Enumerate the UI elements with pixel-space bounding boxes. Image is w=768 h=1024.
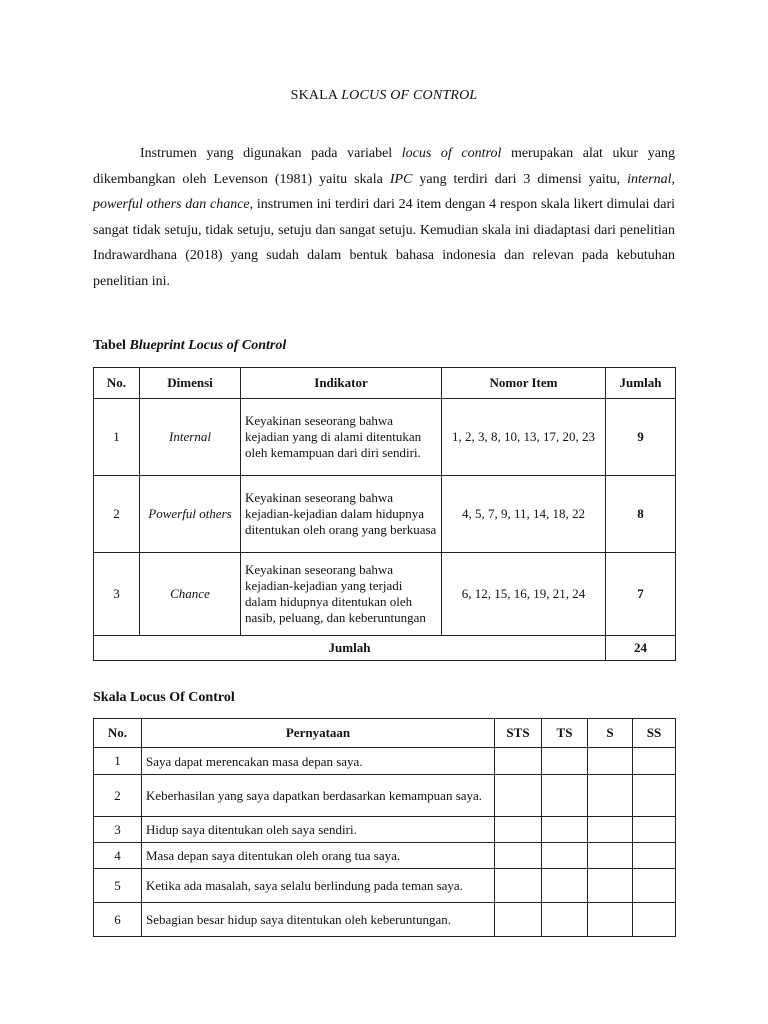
- total-label: Jumlah: [94, 636, 606, 661]
- cell-ss[interactable]: [633, 775, 676, 817]
- cell-ts[interactable]: [542, 843, 588, 869]
- blueprint-caption: Tabel Blueprint Locus of Control: [93, 338, 287, 353]
- table-header-row: [94, 719, 676, 748]
- table-row: [94, 817, 676, 843]
- col-ts-header: TS: [542, 719, 588, 748]
- cell-ts[interactable]: [542, 817, 588, 843]
- cell-sts[interactable]: [495, 903, 542, 937]
- cell-sts[interactable]: [495, 775, 542, 817]
- cell-pernyataan: Hidup saya ditentukan oleh saya sendiri.: [142, 817, 495, 843]
- col-ss-header: SS: [633, 719, 676, 748]
- cell-pernyataan: Sebagian besar hidup saya ditentukan oleh keberuntungan.: [142, 903, 495, 937]
- table-header-row: [94, 368, 676, 399]
- cell-ts[interactable]: [542, 748, 588, 775]
- cell-ts[interactable]: [542, 869, 588, 903]
- cell-dimensi: Internal: [140, 399, 241, 476]
- cell-s[interactable]: [588, 843, 633, 869]
- cell-ts[interactable]: [542, 903, 588, 937]
- cell-nomor: 6, 12, 15, 16, 19, 21, 24: [442, 553, 606, 636]
- col-no-header: No.: [94, 719, 142, 748]
- cell-no: 1: [94, 399, 140, 476]
- cell-jumlah: 7: [606, 553, 676, 636]
- col-no-header: No.: [94, 368, 140, 399]
- table-row: [94, 775, 676, 817]
- cell-no: 5: [94, 869, 142, 903]
- skala-caption: Skala Locus Of Control: [93, 690, 235, 705]
- page-title: SKALA LOCUS OF CONTROL: [290, 88, 478, 103]
- table-row: [94, 399, 676, 476]
- cell-indikator: Keyakinan seseorang bahwa kejadian-kejadian yang terjadi dalam hidupnya ditentukan oleh nasib, peluang, dan keberuntungan: [241, 553, 442, 636]
- cell-sts[interactable]: [495, 869, 542, 903]
- cell-s[interactable]: [588, 817, 633, 843]
- cell-pernyataan: Masa depan saya ditentukan oleh orang tua saya.: [142, 843, 495, 869]
- table-row: [94, 553, 676, 636]
- cell-s[interactable]: [588, 869, 633, 903]
- table-row: [94, 869, 676, 903]
- cell-ts[interactable]: [542, 775, 588, 817]
- skala-table: [93, 718, 676, 937]
- cell-pernyataan: Saya dapat merencakan masa depan saya.: [142, 748, 495, 775]
- cell-jumlah: 9: [606, 399, 676, 476]
- table-row: [94, 843, 676, 869]
- table-row: [94, 476, 676, 553]
- cell-no: 2: [94, 775, 142, 817]
- total-value: 24: [606, 636, 676, 661]
- total-row: [94, 636, 676, 661]
- cell-nomor: 1, 2, 3, 8, 10, 13, 17, 20, 23: [442, 399, 606, 476]
- cell-s[interactable]: [588, 748, 633, 775]
- col-jumlah-header: Jumlah: [606, 368, 676, 399]
- intro-paragraph: Instrumen yang digunakan pada variabel locus of control merupakan alat ukur yang dikembangkan oleh Levenson (1981) yaitu skala IPC yang terdiri dari 3 dimensi yaitu, internal, powerful others dan chance, instrumen ini terdiri dari 24 item dengan 4 respon skala likert dimulai dari sangat tidak setuju, tidak setuju, setuju dan sangat setuju. Kemudian skala ini diadaptasi dari penelitian Indrawardhana (2018) yang sudah dalam bentuk bahasa indonesia dan relevan pada kebutuhan penelitian ini.: [93, 146, 676, 289]
- cell-ss[interactable]: [633, 903, 676, 937]
- cell-jumlah: 8: [606, 476, 676, 553]
- cell-sts[interactable]: [495, 748, 542, 775]
- cell-no: 1: [94, 748, 142, 775]
- cell-ss[interactable]: [633, 817, 676, 843]
- table-row: [94, 903, 676, 937]
- cell-s[interactable]: [588, 775, 633, 817]
- cell-no: 3: [94, 817, 142, 843]
- col-nomor-header: Nomor Item: [442, 368, 606, 399]
- cell-nomor: 4, 5, 7, 9, 11, 14, 18, 22: [442, 476, 606, 553]
- cell-dimensi: Chance: [140, 553, 241, 636]
- cell-pernyataan: Keberhasilan yang saya dapatkan berdasarkan kemampuan saya.: [142, 775, 495, 817]
- col-pernyataan-header: Pernyataan: [142, 719, 495, 748]
- cell-no: 6: [94, 903, 142, 937]
- cell-pernyataan: Ketika ada masalah, saya selalu berlindung pada teman saya.: [142, 869, 495, 903]
- cell-no: 3: [94, 553, 140, 636]
- cell-ss[interactable]: [633, 748, 676, 775]
- blueprint-table: [93, 367, 676, 661]
- cell-s[interactable]: [588, 903, 633, 937]
- cell-indikator: Keyakinan seseorang bahwa kejadian yang di alami ditentukan oleh kemampuan dari diri sendiri.: [241, 399, 442, 476]
- cell-ss[interactable]: [633, 869, 676, 903]
- col-sts-header: STS: [495, 719, 542, 748]
- cell-indikator: Keyakinan seseorang bahwa kejadian-kejadian dalam hidupnya ditentukan oleh orang yang berkuasa: [241, 476, 442, 553]
- col-indikator-header: Indikator: [241, 368, 442, 399]
- col-dimensi-header: Dimensi: [140, 368, 241, 399]
- cell-no: 4: [94, 843, 142, 869]
- cell-ss[interactable]: [633, 843, 676, 869]
- table-row: [94, 748, 676, 775]
- cell-sts[interactable]: [495, 843, 542, 869]
- cell-no: 2: [94, 476, 140, 553]
- col-s-header: S: [588, 719, 633, 748]
- cell-dimensi: Powerful others: [140, 476, 241, 553]
- cell-sts[interactable]: [495, 817, 542, 843]
